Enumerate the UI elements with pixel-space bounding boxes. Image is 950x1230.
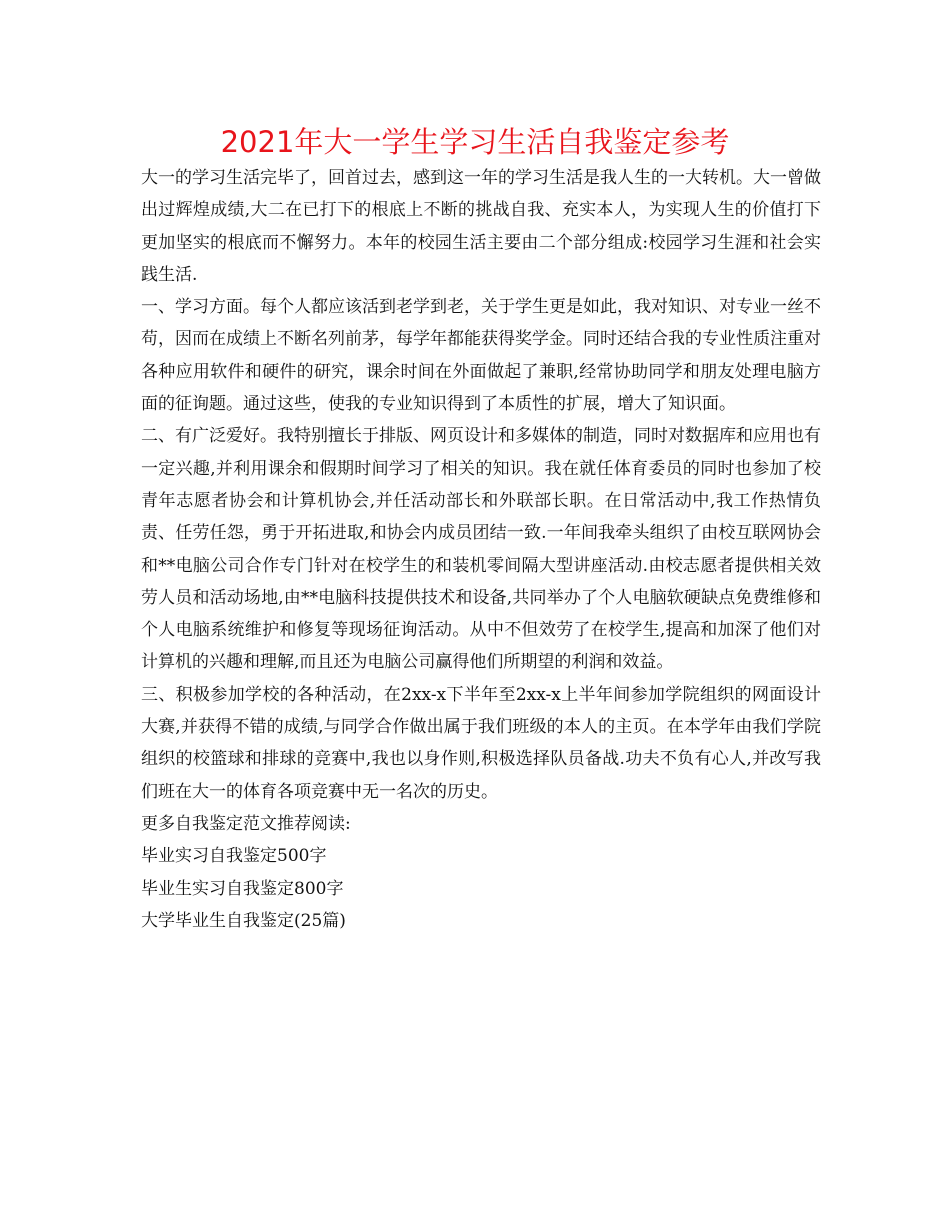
paragraph-hobbies: 二、有广泛爱好。我特别擅长于排版、网页设计和多媒体的制造，同时对数据库和应用也有一定兴趣,并利用课余和假期时间学习了相关的知识。我在就任体育委员的同时也参加了校青年志愿者协会和计算机协会,并任活动部长和外联部长职。在日常活动中,我工作热情负责、任劳任怨，勇于开拓进取,和协会内成员团结一致.一年间我牵头组织了由校互联网协会和**电脑公司合作专门针对在校学生的和装机零间隔大型讲座活动.由校志愿者提供相关效劳人员和活动场地,由**电脑科技提供技术和设备,共同举办了个人电脑软硬缺点免费维修和个人电脑系统维护和修复等现场征询活动。从中不但效劳了在校学生,提高和加深了他们对计算机的兴趣和理解,而且还为电脑公司赢得他们所期望的利润和效益。 xyxy=(141,426,821,673)
recommend-link-3[interactable]: 大学毕业生自我鉴定(25篇) xyxy=(141,910,346,931)
document-body xyxy=(141,162,821,937)
recommend-heading: 更多自我鉴定范文推荐阅读: xyxy=(141,813,351,834)
paragraph-activities: 三、积极参加学校的各种活动，在2xx-x下半年至2xx-x上半年间参加学院组织的网面设计大赛,并获得不错的成绩,与同学合作做出属于我们班级的本人的主页。在本学年由我们学院组织的校篮球和排球的竞赛中,我也以身作则,积极选择队员备战.功夫不负有心人,并改写我们班在大一的体育各项竞赛中无一名次的历史。 xyxy=(141,684,821,802)
paragraph-study: 一、学习方面。每个人都应该活到老学到老，关于学生更是如此，我对知识、对专业一丝不苟，因而在成绩上不断名列前茅，每学年都能获得奖学金。同时还结合我的专业性质注重对各种应用软件和硬件的研究，课余时间在外面做起了兼职,经常协助同学和朋友处理电脑方面的征询题。通过这些，使我的专业知识得到了本质性的扩展，增大了知识面。 xyxy=(141,297,821,415)
paragraph-intro: 大一的学习生活完毕了，回首过去，感到这一年的学习生活是我人生的一大转机。大一曾做出过辉煌成绩,大二在已打下的根底上不断的挑战自我、充实本人，为实现人生的价值打下更加坚实的根底而不懈努力。本年的校园生活主要由二个部分组成:校园学习生涯和社会实践生活. xyxy=(141,168,821,285)
document-title: 2021年大一学生学习生活自我鉴定参考 xyxy=(220,125,730,159)
recommend-link-2[interactable]: 毕业生实习自我鉴定800字 xyxy=(141,878,344,899)
recommend-link-1[interactable]: 毕业实习自我鉴定500字 xyxy=(141,846,327,867)
